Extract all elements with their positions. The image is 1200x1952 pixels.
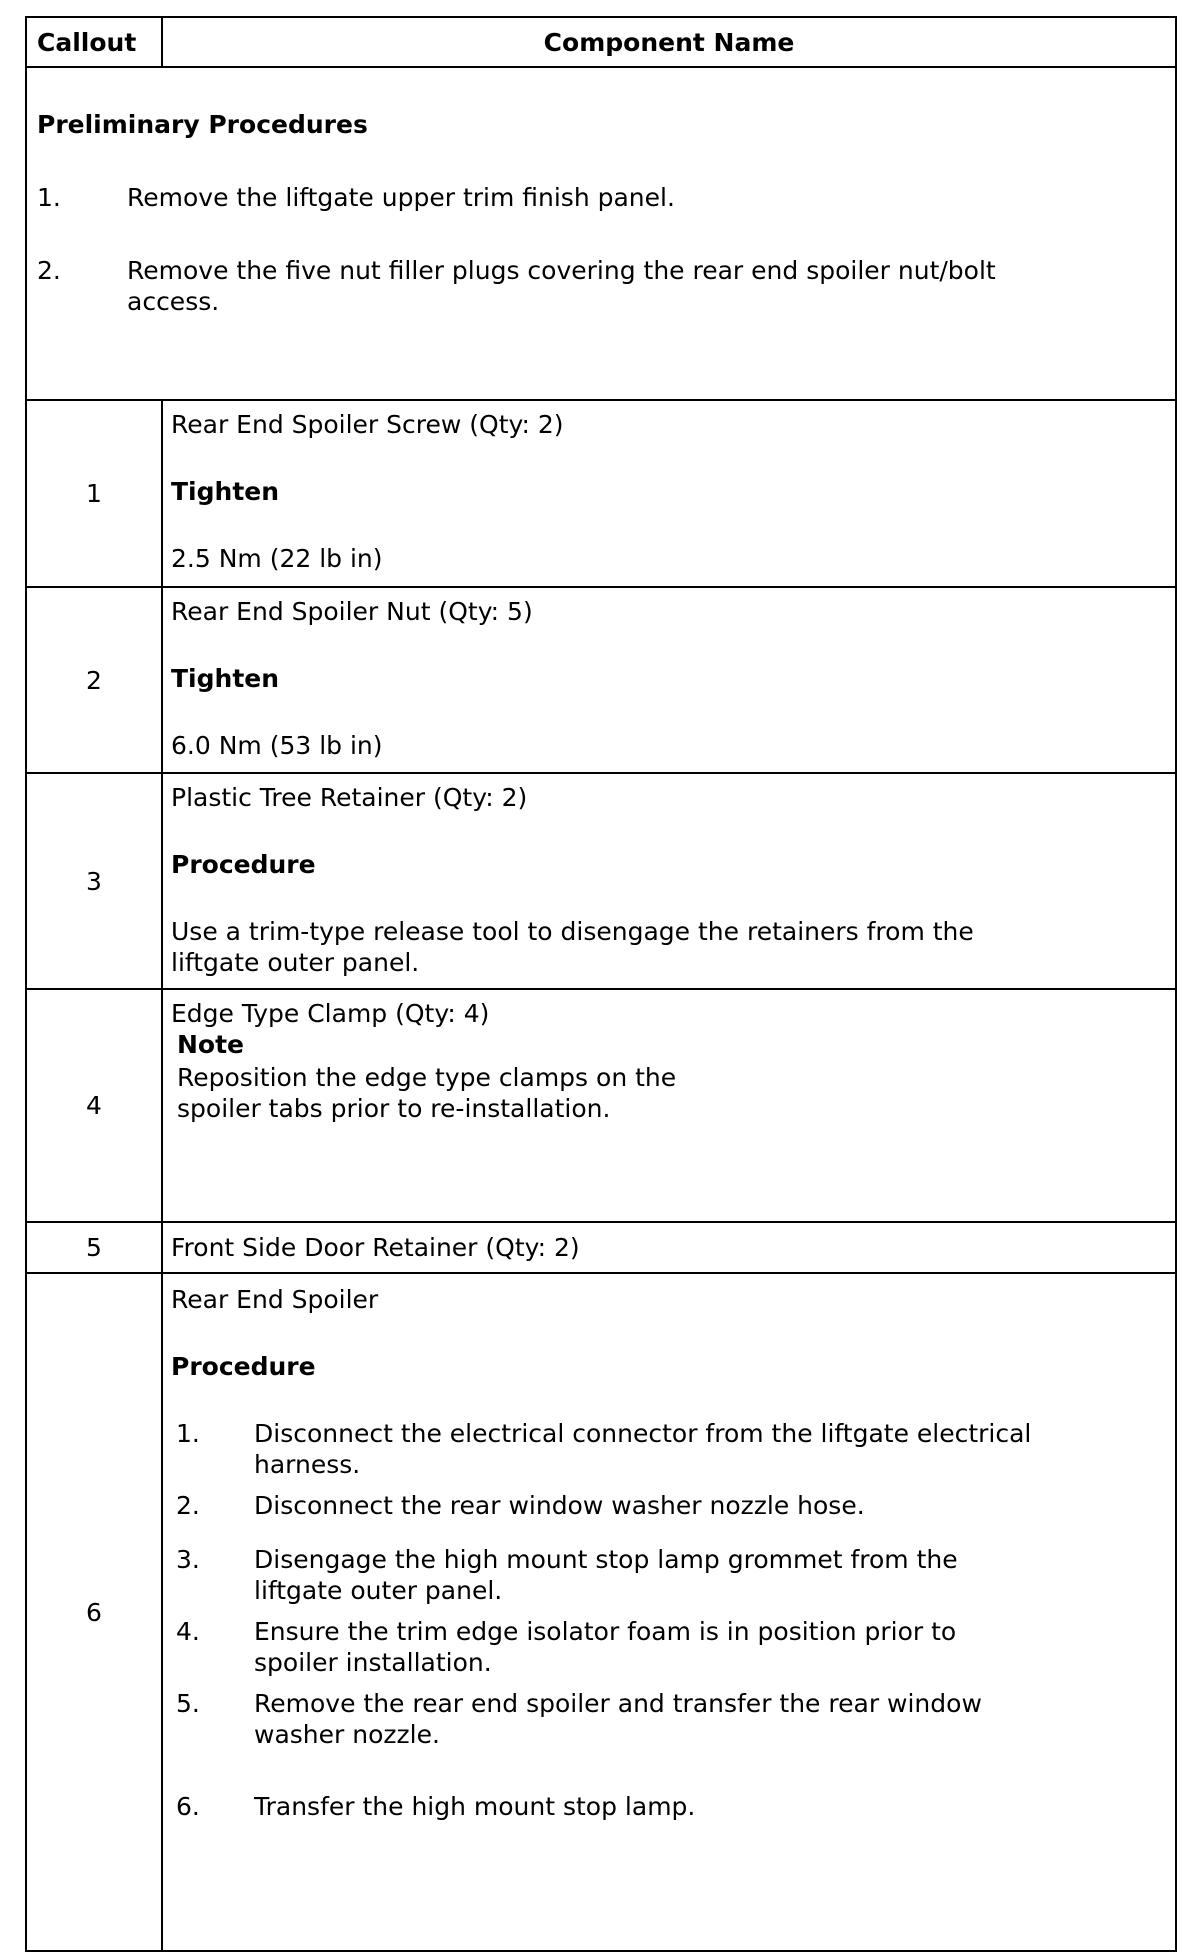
table-row bbox=[26, 773, 1176, 989]
step-number: 2. bbox=[176, 1491, 200, 1520]
table-row bbox=[26, 989, 1176, 1222]
step-text: Ensure the trim edge isolator foam is in position prior to spoiler installation. bbox=[254, 1617, 957, 1677]
callout-number: 5 bbox=[26, 1222, 162, 1273]
step-text: Transfer the high mount stop lamp. bbox=[254, 1792, 696, 1821]
step-number: 4. bbox=[176, 1617, 200, 1646]
procedure-step bbox=[176, 1688, 1167, 1750]
preliminary-procedures-title: Preliminary Procedures bbox=[37, 110, 368, 139]
preliminary-procedures-cell bbox=[26, 67, 1176, 400]
preliminary-step bbox=[37, 182, 1165, 213]
component-name: Edge Type Clamp (Qty: 4) bbox=[171, 999, 490, 1028]
component-cell bbox=[162, 587, 1176, 773]
component-cell bbox=[162, 989, 1176, 1222]
torque-spec: 2.5 Nm (22 lb in) bbox=[171, 544, 383, 573]
procedure-step bbox=[176, 1791, 1167, 1822]
component-table bbox=[25, 16, 1177, 1952]
preliminary-procedures-row bbox=[26, 67, 1176, 400]
procedure-text: Use a trim-type release tool to disengage the retainers from the liftgate outer panel. bbox=[171, 917, 974, 977]
procedure-step bbox=[176, 1544, 1167, 1606]
callout-number: 6 bbox=[26, 1273, 162, 1951]
step-number: 1. bbox=[176, 1419, 200, 1448]
component-name: Front Side Door Retainer (Qty: 2) bbox=[162, 1222, 1176, 1273]
procedure-steps bbox=[171, 1418, 1167, 1822]
component-name: Rear End Spoiler Screw (Qty: 2) bbox=[171, 410, 564, 439]
callout-number: 4 bbox=[26, 989, 162, 1222]
table-row bbox=[26, 400, 1176, 587]
callout-number: 3 bbox=[26, 773, 162, 989]
step-text: Disengage the high mount stop lamp grommet from the liftgate outer panel. bbox=[254, 1545, 958, 1605]
component-cell bbox=[162, 773, 1176, 989]
table-row bbox=[26, 1273, 1176, 1951]
step-text: Remove the liftgate upper trim finish panel. bbox=[127, 183, 675, 212]
step-text: Disconnect the electrical connector from the liftgate electrical harness. bbox=[254, 1419, 1032, 1479]
torque-spec: 6.0 Nm (53 lb in) bbox=[171, 731, 383, 760]
component-name: Rear End Spoiler bbox=[171, 1285, 379, 1314]
note-label: Note bbox=[177, 1030, 245, 1059]
callout-column-header: Callout bbox=[26, 17, 162, 67]
step-number: 6. bbox=[176, 1792, 200, 1821]
step-text: Remove the five nut filler plugs covering the rear end spoiler nut/bolt access. bbox=[127, 256, 996, 316]
table-row bbox=[26, 587, 1176, 773]
step-text: Remove the rear end spoiler and transfer the rear window washer nozzle. bbox=[254, 1689, 982, 1749]
table-row bbox=[26, 1222, 1176, 1273]
step-text: Disconnect the rear window washer nozzle hose. bbox=[254, 1491, 865, 1520]
action-label: Tighten bbox=[171, 664, 280, 693]
step-number: 2. bbox=[37, 256, 61, 285]
step-number: 1. bbox=[37, 183, 61, 212]
action-label: Procedure bbox=[171, 1352, 316, 1381]
component-name: Rear End Spoiler Nut (Qty: 5) bbox=[171, 597, 533, 626]
step-number: 5. bbox=[176, 1689, 200, 1718]
table-header-row bbox=[26, 17, 1176, 67]
note-text: Reposition the edge type clamps on the spoiler tabs prior to re-installation. bbox=[177, 1063, 677, 1123]
step-number: 3. bbox=[176, 1545, 200, 1574]
callout-number: 2 bbox=[26, 587, 162, 773]
procedure-step bbox=[176, 1616, 1167, 1678]
component-cell bbox=[162, 400, 1176, 587]
procedure-step bbox=[176, 1490, 1167, 1521]
preliminary-step bbox=[37, 255, 1165, 317]
callout-number: 1 bbox=[26, 400, 162, 587]
action-label: Procedure bbox=[171, 850, 316, 879]
component-cell bbox=[162, 1273, 1176, 1951]
component-name: Plastic Tree Retainer (Qty: 2) bbox=[171, 783, 528, 812]
procedure-step bbox=[176, 1418, 1167, 1480]
component-name-column-header: Component Name bbox=[162, 17, 1176, 67]
note-block bbox=[177, 1029, 1167, 1124]
action-label: Tighten bbox=[171, 477, 280, 506]
